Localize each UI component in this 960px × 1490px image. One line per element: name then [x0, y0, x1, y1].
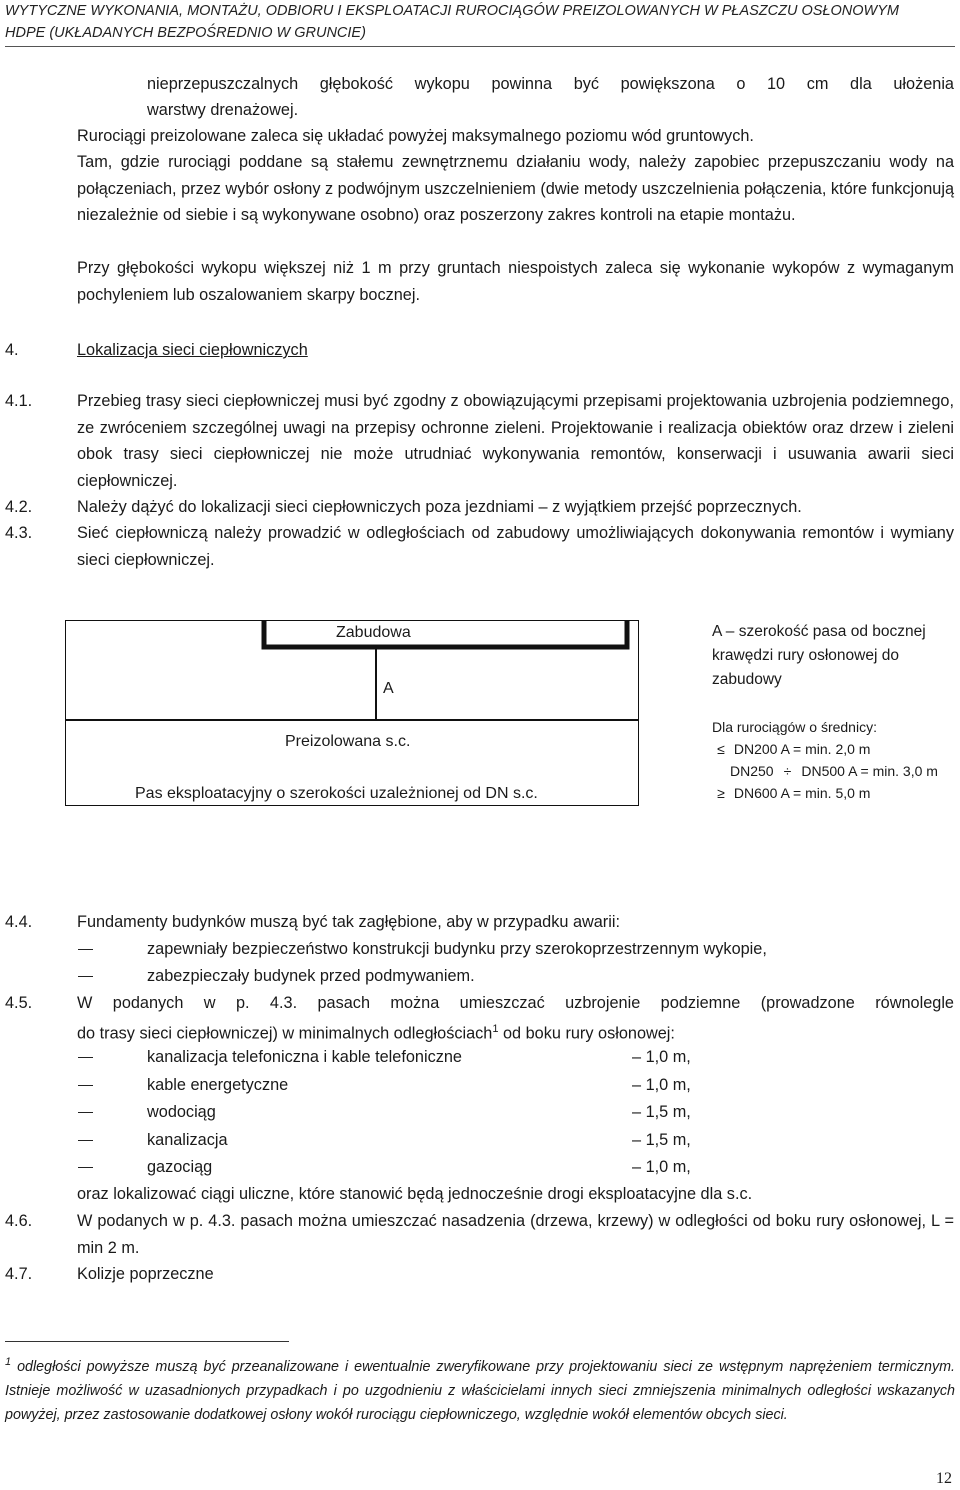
preizolowana-label: Preizolowana s.c. — [285, 733, 411, 750]
distance-name: wodociąg — [147, 1103, 216, 1121]
dash-icon — [78, 1167, 93, 1168]
distance-name: kanalizacja — [147, 1131, 228, 1149]
pas-label: Pas eksploatacyjny o szerokości uzależnionej od DN s.c. — [135, 785, 538, 802]
item-4-3-number: 4.3. — [5, 524, 33, 542]
footnote-text: odległości powyższe muszą być przeanalizowane i ewentualnie zweryfikowane przy projektowaniu sieci ze wstępnym naprężeniem termicznym. Istnieje możliwość w uzasadnionych przypadkach i po uzgodnieniu z właścicielami innych sieci zmniejszenia minimalnych odległości wskazanych powyżej, przez zastosowanie dodatkowej osłony wokół rurociągu ciepłowniczego, względnie wokół elementów obcych sieci. — [5, 1358, 955, 1424]
item-4-7-text: Kolizje poprzeczne — [77, 1265, 214, 1283]
dash-icon — [78, 1085, 93, 1086]
item-4-4-text: Fundamenty budynków muszą być tak zagłębione, aby w przypadku awarii: — [77, 913, 620, 931]
ge-icon: ≥ — [717, 785, 725, 801]
legend-line-2: krawędzi rury osłonowej do — [712, 647, 899, 664]
footnote-number: 1 — [5, 1356, 12, 1368]
legend-row-3 — [712, 782, 870, 804]
item-4-6-number: 4.6. — [5, 1212, 33, 1230]
intro-paragraph-3: Tam, gdzie rurociągi poddane są stałemu zewnętrznemu działaniu wody, należy zapobiec przepuszczaniu wody na połączeniach, przez wybór osłony z podwójnym uszczelnieniem (dwie metody uszczelnienia połączenia, które funkcjonują niezależnie od siebie i są wykonywane osobno) oraz poszerzony zakres kontroli na etapie montażu. — [77, 153, 954, 224]
legend-description — [712, 620, 957, 692]
section-title: Lokalizacja sieci ciepłowniczych — [77, 341, 308, 359]
dash-icon — [78, 976, 93, 977]
item-4-2-number: 4.2. — [5, 498, 33, 516]
zabudowa-label: Zabudowa — [336, 624, 411, 641]
footnote-rule — [5, 1341, 289, 1342]
dash-icon — [78, 1057, 93, 1058]
dash-icon — [78, 949, 93, 950]
item-4-4-bullet-2: zabezpieczały budynek przed podmywaniem. — [147, 967, 475, 985]
footnote — [5, 1350, 955, 1427]
le-icon: ≤ — [717, 741, 725, 757]
footnote-ref: 1 — [492, 1023, 499, 1035]
legend-line-1: A – szerokość pasa od bocznej — [712, 623, 926, 640]
distance-value: – 1,5 m, — [632, 1131, 691, 1149]
range-icon: ÷ — [783, 763, 792, 779]
intro-paragraph-2: Rurociągi preizolowane zaleca się układać powyżej maksymalnego poziomu wód gruntowych. — [77, 127, 754, 145]
item-4-5-line-1: W podanych w p. 4.3. pasach można umieszczać uzbrojenie podziemne (prowadzone równolegle — [77, 994, 954, 1012]
dash-icon — [78, 1140, 93, 1141]
distance-name: kanalizacja telefoniczna i kable telefoniczne — [147, 1048, 462, 1066]
item-4-7-number: 4.7. — [5, 1265, 33, 1283]
distance-value: – 1,0 m, — [632, 1158, 691, 1176]
zabudowa-outline — [264, 620, 627, 647]
intro-paragraph-4: Przy głębokości wykopu większej niż 1 m przy gruntach niespoistych zaleca się wykonanie wykopów z wymaganym pochyleniem lub oszalowaniem skarpy bocznej. — [77, 259, 954, 304]
intro-line-2: warstwy drenażowej. — [147, 101, 299, 119]
legend-line-3: zabudowy — [712, 671, 782, 688]
item-4-4-bullet-1: zapewniały bezpieczeństwo konstrukcji budynku przy szerokoprzestrzennym wykopie, — [147, 940, 767, 958]
distance-a-label: A — [383, 680, 394, 697]
distance-name: kable energetyczne — [147, 1076, 289, 1094]
item-4-5-number: 4.5. — [5, 994, 33, 1012]
legend-row-2 — [730, 760, 938, 782]
item-4-1-number: 4.1. — [5, 392, 33, 410]
item-4-6-text: W podanych w p. 4.3. pasach można umieszczać nasadzenia (drzewa, krzewy) w odległości od boku rury osłonowej, L = min 2 m. — [77, 1212, 954, 1257]
distance-value: – 1,0 m, — [632, 1076, 691, 1094]
page-number: 12 — [936, 1470, 952, 1487]
item-4-5-line-2 — [77, 1016, 675, 1047]
item-4-1-text: Przebieg trasy sieci ciepłowniczej musi być zgodny z obowiązującymi przepisami projektowania uzbrojenia podziemnego, ze zwróceniem szczególnej uwagi na przepisy ochronne zieleni. Projektowanie i realizacja obiektów oraz drzew i zieleni obok trasy sieci ciepłowniczej nie może utrudniać wykonywania remontów, konserwacji i usuwania awarii sieci ciepłowniczej. — [77, 392, 954, 490]
distance-name: gazociąg — [147, 1158, 213, 1176]
header-line-1: WYTYCZNE WYKONANIA, MONTAŻU, ODBIORU I EKSPLOATACJI RUROCIĄGÓW PREIZOLOWANYCH W PŁASZCZU OSŁONOWYM — [5, 3, 899, 19]
distance-value: – 1,5 m, — [632, 1103, 691, 1121]
item-4-3-text: Sieć ciepłowniczą należy prowadzić w odległościach od zabudowy umożliwiających dokonywania remontów i wymiany sieci ciepłowniczej. — [77, 524, 954, 569]
legend-dla: Dla rurociągów o średnicy: — [712, 719, 877, 735]
item-4-5-line-2a: do trasy sieci ciepłowniczej) w minimalnych odległościach — [77, 1024, 493, 1043]
item-4-4-number: 4.4. — [5, 913, 33, 931]
item-4-2-text: Należy dążyć do lokalizacji sieci ciepłowniczych poza jezdniami – z wyjątkiem przejść poprzecznych. — [77, 498, 802, 516]
item-4-5-tail: oraz lokalizować ciągi uliczne, które stanowić będą jednocześnie drogi eksploatacyjne dla s.c. — [77, 1185, 753, 1203]
intro-line-1: nieprzepuszczalnych głębokość wykopu powinna być powiększona o 10 cm dla ułożenia — [147, 75, 954, 93]
distance-value: – 1,0 m, — [632, 1048, 691, 1066]
legend-row-2-from: DN250 — [730, 763, 774, 779]
legend-row-1 — [712, 738, 870, 760]
item-4-5-line-2b: od boku rury osłonowej: — [498, 1024, 675, 1043]
section-number: 4. — [5, 341, 19, 359]
legend-row-2-text: DN500 A = min. 3,0 m — [801, 763, 938, 779]
legend-row-3-text: DN600 A = min. 5,0 m — [733, 785, 871, 801]
dash-icon — [78, 1112, 93, 1113]
legend-row-1-text: DN200 A = min. 2,0 m — [733, 741, 871, 757]
header-line-2: HDPE (UKŁADANYCH BEZPOŚREDNIO W GRUNCIE) — [5, 25, 366, 41]
